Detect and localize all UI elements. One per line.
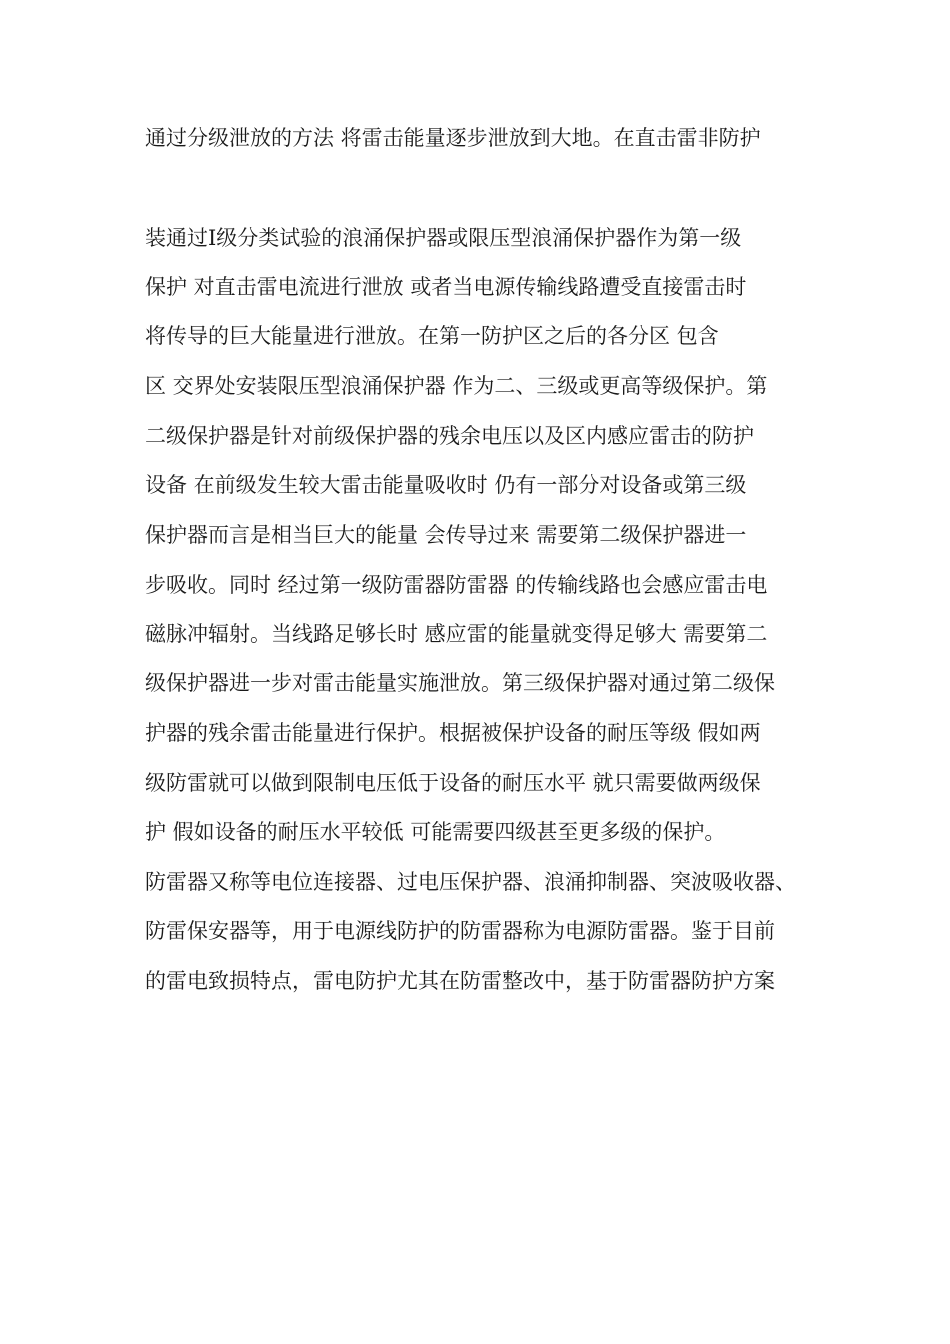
text-line-9: 保护器而言是相当巨大的能量 会传导过来 需要第二级保护器进一 (145, 523, 747, 547)
text-line-14: 级防雷就可以做到限制电压低于设备的耐压水平 就只需要做两级保 (145, 771, 761, 795)
text-line-20 (145, 1063, 807, 1097)
text-line-10: 步吸收。同时 经过第一级防雷器防雷器 的传输线路也会感应雷击电 (145, 573, 768, 597)
text-line-18: 的雷电致损特点，雷电防护尤其在防雷整改中，基于防雷器防护方案 (145, 969, 775, 993)
text-line-7: 二级保护器是针对前级保护器的残余电压以及区内感应雷击的防护 (145, 424, 754, 448)
text-line-1: 通过分级泄放的方法 将雷击能量逐步泄放到大地。在直击雷非防护 (145, 126, 761, 150)
text-line-13: 护器的残余雷击能量进行保护。根据被保护设备的耐压等级 假如两 (145, 721, 761, 745)
text-line-16: 防雷器又称等电位连接器、过电压保护器、浪涌抑制器、突波吸收器、 (145, 870, 796, 894)
text-line-3: 装通过Ⅰ级分类试验的浪涌保护器或限压型浪涌保护器作为第一级 (145, 226, 742, 250)
text-line-12: 级保护器进一步对雷击能量实施泄放。第三级保护器对通过第二级保 (145, 671, 775, 695)
text-line-21 (145, 1113, 807, 1147)
text-line-8: 设备 在前级发生较大雷击能量吸收时 仍有一部分对设备或第三级 (145, 473, 747, 497)
text-line-2 (145, 171, 807, 205)
text-line-11: 磁脉冲辐射。当线路足够长时 感应雷的能量就变得足够大 需要第二 (145, 622, 768, 646)
text-line-22 (145, 1163, 807, 1197)
text-line-6: 区 交界处安装限压型浪涌保护器 作为二、三级或更高等级保护。第 (145, 374, 768, 398)
text-line-4: 保护 对直击雷电流进行泄放 或者当电源传输线路遭受直接雷击时 (145, 275, 747, 299)
text-line-15: 护 假如设备的耐压水平较低 可能需要四级甚至更多级的保护。 (145, 820, 726, 844)
text-line-19 (145, 1014, 807, 1048)
text-line-17: 防雷保安器等，用于电源线防护的防雷器称为电源防雷器。鉴于目前 (145, 919, 775, 943)
text-line-5: 将传导的巨大能量进行泄放。在第一防护区之后的各分区 包含 (145, 324, 719, 348)
